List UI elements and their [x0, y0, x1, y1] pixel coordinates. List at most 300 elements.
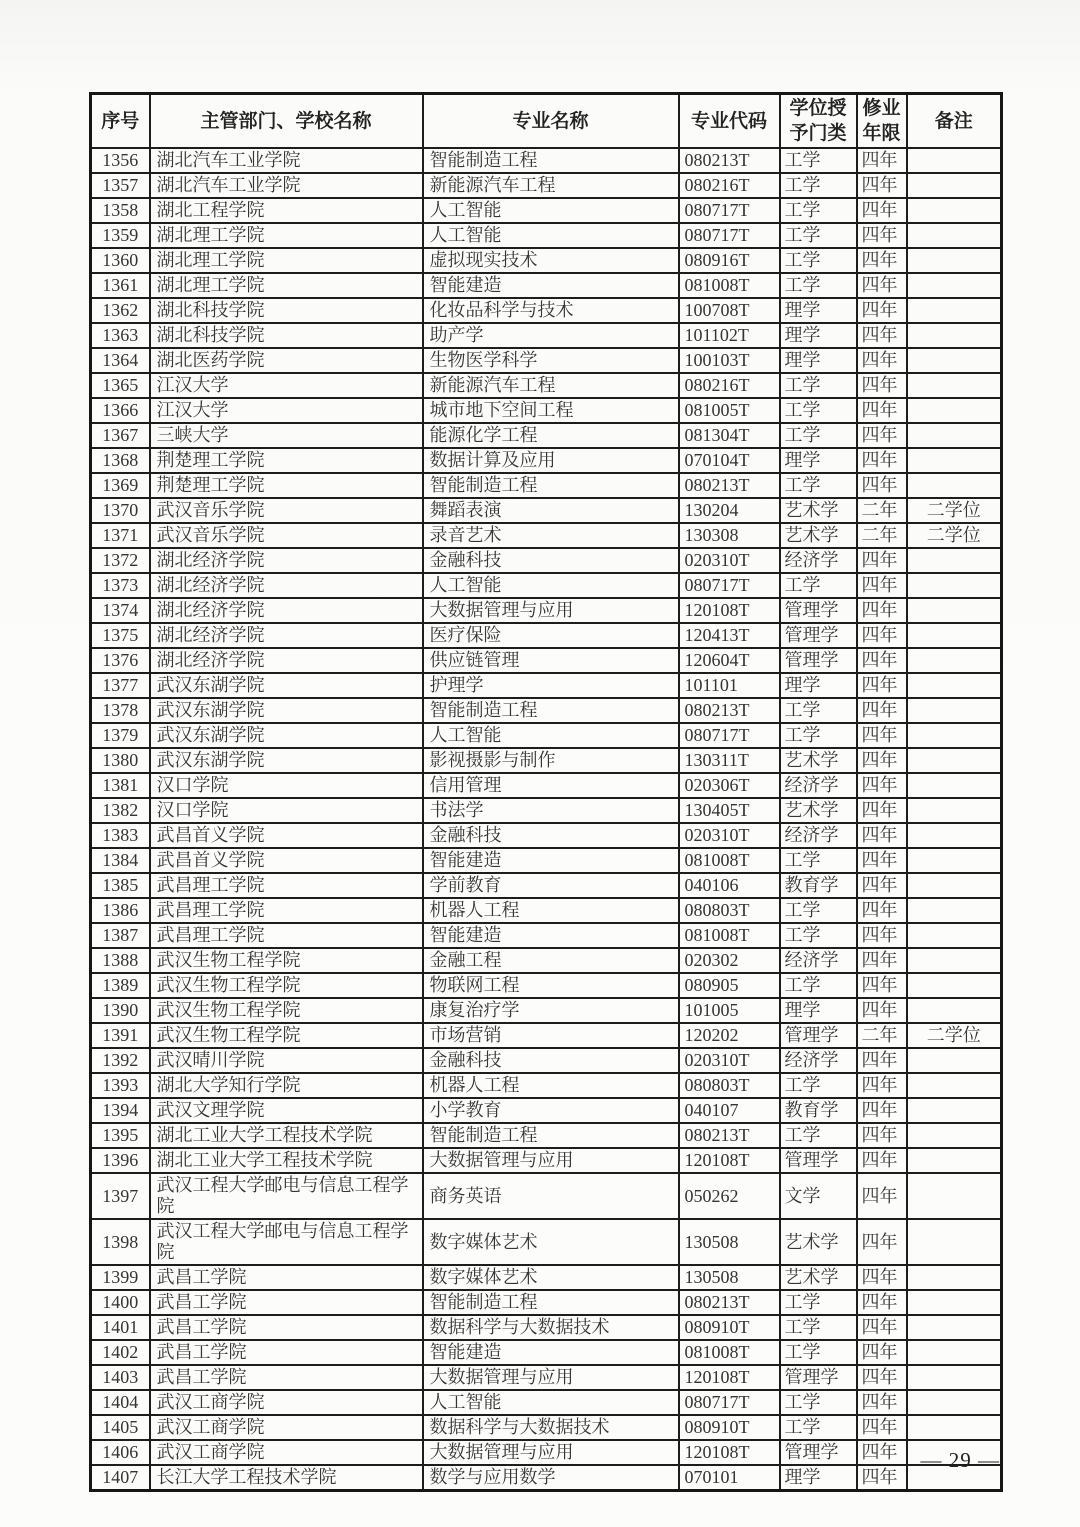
table-body [91, 148, 1002, 1491]
cell-degree: 理学 [780, 348, 857, 373]
cell-code: 080213T [679, 473, 780, 498]
cell-no: 1402 [91, 1340, 150, 1365]
cell-major: 城市地下空间工程 [423, 398, 679, 423]
cell-no: 1367 [91, 423, 150, 448]
cell-years: 四年 [857, 1219, 907, 1265]
table-row [91, 923, 1002, 948]
cell-degree: 管理学 [780, 623, 857, 648]
cell-years: 四年 [857, 698, 907, 723]
cell-no: 1388 [91, 948, 150, 973]
cell-no: 1406 [91, 1440, 150, 1465]
cell-code: 100103T [679, 348, 780, 373]
header-cell-code: 专业代码 [679, 94, 780, 149]
cell-major: 金融科技 [423, 548, 679, 573]
cell-school: 武昌工学院 [150, 1290, 423, 1315]
cell-degree: 工学 [780, 423, 857, 448]
cell-school: 武汉生物工程学院 [150, 948, 423, 973]
cell-code: 081008T [679, 1340, 780, 1365]
cell-school: 武昌工学院 [150, 1340, 423, 1365]
cell-degree: 工学 [780, 723, 857, 748]
cell-note [907, 573, 1002, 598]
cell-no: 1403 [91, 1365, 150, 1390]
cell-degree: 工学 [780, 398, 857, 423]
cell-major: 数据计算及应用 [423, 448, 679, 473]
cell-school: 武昌首义学院 [150, 823, 423, 848]
table-row [91, 673, 1002, 698]
table-row [91, 148, 1002, 173]
table-row [91, 898, 1002, 923]
cell-code: 130311T [679, 748, 780, 773]
cell-note [907, 673, 1002, 698]
cell-school: 武汉生物工程学院 [150, 973, 423, 998]
cell-code: 120108T [679, 1148, 780, 1173]
cell-school: 武汉东湖学院 [150, 723, 423, 748]
cell-degree: 管理学 [780, 1440, 857, 1465]
cell-major: 康复治疗学 [423, 998, 679, 1023]
table-row [91, 698, 1002, 723]
cell-years: 四年 [857, 1465, 907, 1491]
table-row [91, 1073, 1002, 1098]
cell-major: 舞蹈表演 [423, 498, 679, 523]
cell-years: 四年 [857, 823, 907, 848]
cell-code: 120108T [679, 598, 780, 623]
cell-major: 生物医学科学 [423, 348, 679, 373]
cell-major: 人工智能 [423, 223, 679, 248]
cell-note [907, 723, 1002, 748]
cell-note [907, 1265, 1002, 1290]
cell-school: 长江大学工程技术学院 [150, 1465, 423, 1491]
cell-note [907, 823, 1002, 848]
cell-years: 四年 [857, 1440, 907, 1465]
cell-no: 1390 [91, 998, 150, 1023]
cell-no: 1391 [91, 1023, 150, 1048]
cell-years: 四年 [857, 1123, 907, 1148]
table-row [91, 773, 1002, 798]
cell-major: 大数据管理与应用 [423, 1365, 679, 1390]
cell-degree: 工学 [780, 373, 857, 398]
cell-degree: 工学 [780, 148, 857, 173]
cell-years: 四年 [857, 1365, 907, 1390]
cell-major: 人工智能 [423, 198, 679, 223]
cell-years: 四年 [857, 873, 907, 898]
cell-no: 1404 [91, 1390, 150, 1415]
cell-no: 1386 [91, 898, 150, 923]
cell-degree: 工学 [780, 173, 857, 198]
cell-school: 湖北医药学院 [150, 348, 423, 373]
cell-degree: 工学 [780, 1315, 857, 1340]
table-row [91, 448, 1002, 473]
cell-school: 湖北经济学院 [150, 548, 423, 573]
cell-years: 四年 [857, 248, 907, 273]
cell-years: 四年 [857, 723, 907, 748]
header-cell-major: 专业名称 [423, 94, 679, 149]
cell-major: 金融科技 [423, 1048, 679, 1073]
cell-note [907, 373, 1002, 398]
cell-no: 1389 [91, 973, 150, 998]
cell-school: 武汉晴川学院 [150, 1048, 423, 1073]
cell-code: 080213T [679, 1290, 780, 1315]
cell-major: 商务英语 [423, 1173, 679, 1219]
cell-years: 四年 [857, 973, 907, 998]
cell-code: 020302 [679, 948, 780, 973]
cell-no: 1395 [91, 1123, 150, 1148]
cell-major: 数字媒体艺术 [423, 1219, 679, 1265]
cell-note [907, 1123, 1002, 1148]
cell-major: 智能建造 [423, 1340, 679, 1365]
cell-years: 四年 [857, 173, 907, 198]
table-header-row [91, 94, 1002, 149]
cell-note [907, 623, 1002, 648]
cell-degree: 艺术学 [780, 523, 857, 548]
page-number: — 29 — [920, 1448, 1000, 1472]
cell-degree: 管理学 [780, 1148, 857, 1173]
cell-degree: 工学 [780, 273, 857, 298]
cell-code: 130308 [679, 523, 780, 548]
table-row [91, 548, 1002, 573]
cell-note [907, 448, 1002, 473]
table-row [91, 1173, 1002, 1219]
cell-degree: 理学 [780, 298, 857, 323]
cell-no: 1383 [91, 823, 150, 848]
header-cell-degree: 学位授予门类 [780, 94, 857, 149]
cell-years: 四年 [857, 1098, 907, 1123]
table-row [91, 223, 1002, 248]
cell-no: 1375 [91, 623, 150, 648]
cell-note [907, 1048, 1002, 1073]
cell-school: 荆楚理工学院 [150, 473, 423, 498]
header-cell-no: 序号 [91, 94, 150, 149]
cell-major: 大数据管理与应用 [423, 1440, 679, 1465]
cell-years: 四年 [857, 998, 907, 1023]
cell-code: 101102T [679, 323, 780, 348]
cell-years: 四年 [857, 573, 907, 598]
table-row [91, 423, 1002, 448]
cell-note [907, 173, 1002, 198]
cell-major: 虚拟现实技术 [423, 248, 679, 273]
cell-major: 智能建造 [423, 273, 679, 298]
cell-school: 湖北科技学院 [150, 298, 423, 323]
cell-years: 四年 [857, 648, 907, 673]
cell-degree: 工学 [780, 1340, 857, 1365]
cell-note [907, 973, 1002, 998]
cell-degree: 经济学 [780, 773, 857, 798]
cell-school: 汉口学院 [150, 798, 423, 823]
cell-no: 1357 [91, 173, 150, 198]
cell-code: 081005T [679, 398, 780, 423]
cell-major: 数字媒体艺术 [423, 1265, 679, 1290]
cell-school: 武昌理工学院 [150, 898, 423, 923]
cell-major: 智能制造工程 [423, 148, 679, 173]
cell-degree: 工学 [780, 898, 857, 923]
cell-note [907, 798, 1002, 823]
cell-code: 040106 [679, 873, 780, 898]
cell-years: 四年 [857, 948, 907, 973]
cell-code: 080213T [679, 698, 780, 723]
cell-note [907, 1415, 1002, 1440]
cell-code: 080213T [679, 148, 780, 173]
cell-degree: 工学 [780, 1123, 857, 1148]
table-row [91, 973, 1002, 998]
cell-degree: 文学 [780, 1173, 857, 1219]
cell-degree: 工学 [780, 848, 857, 873]
cell-major: 供应链管理 [423, 648, 679, 673]
cell-years: 四年 [857, 548, 907, 573]
table-row [91, 248, 1002, 273]
cell-no: 1376 [91, 648, 150, 673]
table-row [91, 948, 1002, 973]
cell-school: 湖北汽车工业学院 [150, 173, 423, 198]
cell-code: 020310T [679, 823, 780, 848]
cell-major: 数据科学与大数据技术 [423, 1315, 679, 1340]
cell-note [907, 348, 1002, 373]
cell-years: 四年 [857, 1173, 907, 1219]
cell-no: 1405 [91, 1415, 150, 1440]
cell-no: 1364 [91, 348, 150, 373]
cell-no: 1368 [91, 448, 150, 473]
cell-note [907, 423, 1002, 448]
cell-major: 新能源汽车工程 [423, 373, 679, 398]
table-row [91, 598, 1002, 623]
cell-school: 武昌工学院 [150, 1365, 423, 1390]
table-row [91, 1265, 1002, 1290]
cell-years: 四年 [857, 223, 907, 248]
cell-note: 二学位 [907, 1023, 1002, 1048]
cell-code: 080910T [679, 1415, 780, 1440]
cell-school: 湖北经济学院 [150, 598, 423, 623]
cell-school: 江汉大学 [150, 398, 423, 423]
cell-note [907, 898, 1002, 923]
cell-code: 101005 [679, 998, 780, 1023]
table-row [91, 848, 1002, 873]
cell-years: 四年 [857, 1415, 907, 1440]
cell-years: 四年 [857, 398, 907, 423]
cell-major: 能源化学工程 [423, 423, 679, 448]
table-row [91, 573, 1002, 598]
cell-no: 1359 [91, 223, 150, 248]
table-row [91, 1219, 1002, 1265]
cell-note [907, 273, 1002, 298]
cell-code: 080213T [679, 1123, 780, 1148]
cell-code: 080216T [679, 173, 780, 198]
cell-degree: 理学 [780, 673, 857, 698]
cell-note [907, 148, 1002, 173]
table-row [91, 1365, 1002, 1390]
cell-school: 湖北科技学院 [150, 323, 423, 348]
cell-major: 人工智能 [423, 723, 679, 748]
cell-years: 四年 [857, 748, 907, 773]
cell-years: 四年 [857, 448, 907, 473]
cell-note [907, 248, 1002, 273]
cell-code: 050262 [679, 1173, 780, 1219]
cell-note [907, 748, 1002, 773]
cell-major: 数据科学与大数据技术 [423, 1415, 679, 1440]
cell-code: 080717T [679, 573, 780, 598]
cell-note [907, 223, 1002, 248]
cell-no: 1373 [91, 573, 150, 598]
cell-years: 四年 [857, 1265, 907, 1290]
cell-years: 四年 [857, 848, 907, 873]
cell-years: 四年 [857, 273, 907, 298]
cell-note [907, 873, 1002, 898]
table-row [91, 1315, 1002, 1340]
cell-note [907, 923, 1002, 948]
table-row [91, 473, 1002, 498]
cell-major: 影视摄影与制作 [423, 748, 679, 773]
cell-major: 学前教育 [423, 873, 679, 898]
cell-school: 武汉东湖学院 [150, 698, 423, 723]
cell-major: 新能源汽车工程 [423, 173, 679, 198]
majors-approval-table [89, 92, 1003, 1492]
cell-no: 1379 [91, 723, 150, 748]
cell-degree: 工学 [780, 198, 857, 223]
cell-years: 四年 [857, 1048, 907, 1073]
table-row [91, 648, 1002, 673]
cell-years: 四年 [857, 623, 907, 648]
header-cell-note: 备注 [907, 94, 1002, 149]
cell-major: 智能制造工程 [423, 1290, 679, 1315]
cell-degree: 理学 [780, 448, 857, 473]
cell-note [907, 1219, 1002, 1265]
cell-years: 四年 [857, 198, 907, 223]
table-row [91, 723, 1002, 748]
cell-major: 小学教育 [423, 1098, 679, 1123]
cell-no: 1401 [91, 1315, 150, 1340]
cell-code: 040107 [679, 1098, 780, 1123]
table-row [91, 1048, 1002, 1073]
cell-years: 四年 [857, 923, 907, 948]
table-row [91, 798, 1002, 823]
cell-degree: 艺术学 [780, 1265, 857, 1290]
cell-code: 070104T [679, 448, 780, 473]
cell-code: 020310T [679, 548, 780, 573]
cell-major: 人工智能 [423, 573, 679, 598]
table-row [91, 1390, 1002, 1415]
cell-school: 武汉文理学院 [150, 1098, 423, 1123]
cell-degree: 工学 [780, 248, 857, 273]
cell-code: 070101 [679, 1465, 780, 1491]
cell-school: 湖北理工学院 [150, 248, 423, 273]
cell-code: 080916T [679, 248, 780, 273]
table-row [91, 623, 1002, 648]
cell-code: 080905 [679, 973, 780, 998]
cell-school: 湖北经济学院 [150, 573, 423, 598]
cell-degree: 工学 [780, 223, 857, 248]
table-row [91, 373, 1002, 398]
cell-no: 1400 [91, 1290, 150, 1315]
cell-note [907, 1315, 1002, 1340]
cell-code: 081304T [679, 423, 780, 448]
cell-note [907, 698, 1002, 723]
cell-school: 武汉工程大学邮电与信息工程学院 [150, 1219, 423, 1265]
cell-no: 1385 [91, 873, 150, 898]
cell-school: 武昌首义学院 [150, 848, 423, 873]
cell-no: 1398 [91, 1219, 150, 1265]
cell-degree: 管理学 [780, 1365, 857, 1390]
cell-note: 二学位 [907, 498, 1002, 523]
cell-years: 四年 [857, 798, 907, 823]
cell-code: 100708T [679, 298, 780, 323]
cell-school: 武昌理工学院 [150, 873, 423, 898]
cell-note [907, 1290, 1002, 1315]
cell-degree: 艺术学 [780, 498, 857, 523]
cell-school: 武昌理工学院 [150, 923, 423, 948]
cell-note [907, 648, 1002, 673]
cell-degree: 工学 [780, 923, 857, 948]
cell-major: 大数据管理与应用 [423, 598, 679, 623]
cell-no: 1362 [91, 298, 150, 323]
cell-school: 江汉大学 [150, 373, 423, 398]
cell-school: 湖北工业大学工程技术学院 [150, 1148, 423, 1173]
cell-code: 101101 [679, 673, 780, 698]
cell-school: 武汉东湖学院 [150, 748, 423, 773]
cell-code: 080216T [679, 373, 780, 398]
cell-years: 四年 [857, 148, 907, 173]
table-row [91, 1148, 1002, 1173]
cell-no: 1374 [91, 598, 150, 623]
cell-school: 湖北经济学院 [150, 648, 423, 673]
cell-school: 武汉音乐学院 [150, 498, 423, 523]
cell-code: 120413T [679, 623, 780, 648]
cell-no: 1380 [91, 748, 150, 773]
cell-degree: 管理学 [780, 648, 857, 673]
cell-school: 武昌工学院 [150, 1315, 423, 1340]
cell-code: 080910T [679, 1315, 780, 1340]
cell-major: 金融工程 [423, 948, 679, 973]
cell-school: 武汉工程大学邮电与信息工程学院 [150, 1173, 423, 1219]
cell-school: 武昌工学院 [150, 1265, 423, 1290]
cell-code: 120202 [679, 1023, 780, 1048]
cell-school: 武汉工商学院 [150, 1390, 423, 1415]
cell-major: 大数据管理与应用 [423, 1148, 679, 1173]
cell-no: 1356 [91, 148, 150, 173]
table-row [91, 273, 1002, 298]
table-row [91, 523, 1002, 548]
cell-major: 护理学 [423, 673, 679, 698]
cell-degree: 理学 [780, 323, 857, 348]
table-row [91, 1340, 1002, 1365]
cell-note [907, 198, 1002, 223]
cell-no: 1392 [91, 1048, 150, 1073]
cell-major: 机器人工程 [423, 1073, 679, 1098]
table-row [91, 198, 1002, 223]
cell-code: 080717T [679, 723, 780, 748]
cell-no: 1366 [91, 398, 150, 423]
cell-major: 录音艺术 [423, 523, 679, 548]
cell-years: 四年 [857, 423, 907, 448]
table-row [91, 1123, 1002, 1148]
cell-code: 080803T [679, 898, 780, 923]
cell-degree: 理学 [780, 1465, 857, 1491]
table-row [91, 1023, 1002, 1048]
cell-degree: 管理学 [780, 1023, 857, 1048]
cell-years: 二年 [857, 498, 907, 523]
cell-years: 四年 [857, 898, 907, 923]
cell-code: 130204 [679, 498, 780, 523]
cell-degree: 工学 [780, 973, 857, 998]
cell-degree: 工学 [780, 1390, 857, 1415]
cell-major: 书法学 [423, 798, 679, 823]
cell-no: 1407 [91, 1465, 150, 1491]
cell-note: 二学位 [907, 523, 1002, 548]
cell-school: 荆楚理工学院 [150, 448, 423, 473]
cell-degree: 理学 [780, 998, 857, 1023]
cell-degree: 经济学 [780, 1048, 857, 1073]
cell-years: 四年 [857, 1390, 907, 1415]
cell-no: 1399 [91, 1265, 150, 1290]
cell-note [907, 1148, 1002, 1173]
header-cell-years: 修业年限 [857, 94, 907, 149]
cell-no: 1378 [91, 698, 150, 723]
